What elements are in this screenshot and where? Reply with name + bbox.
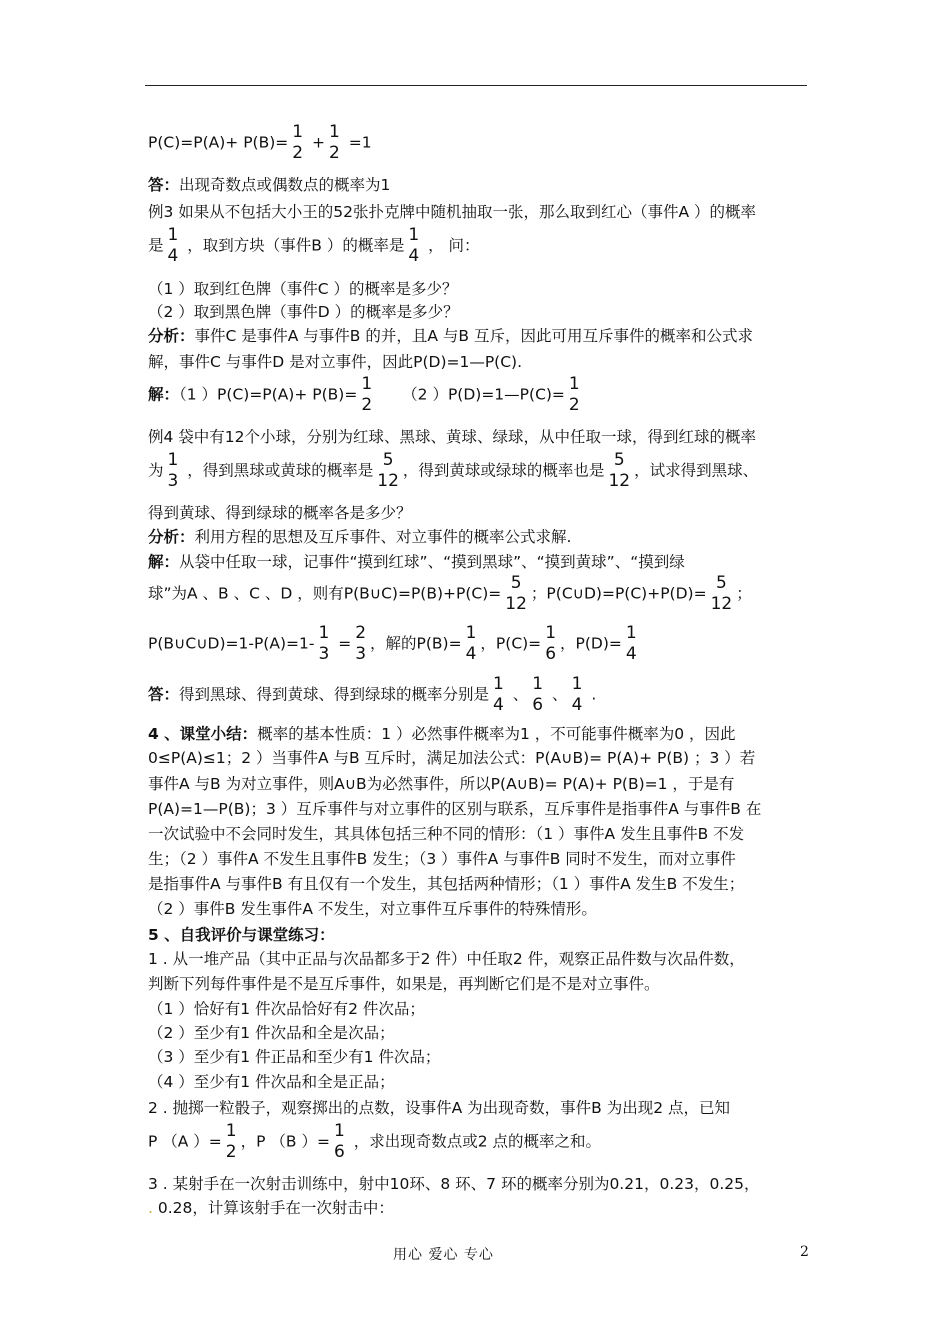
exercise-3-line-2: . 0.28，计算该射手在一次射击中：	[148, 1199, 394, 1217]
summary-line-2: 0≤P(A)≤1；2 ）当事件A 与B 互斥时，满足加法公式：P(A∪B)= P(A)+ P(B) ；3 ）若	[148, 749, 756, 767]
fraction: 1 6	[532, 674, 544, 715]
fraction: 1 3	[167, 450, 179, 491]
fraction: 1 4	[167, 225, 179, 266]
exercise-1-item-2: （2 ）至少有1 件次品和全是次品；	[148, 1024, 395, 1042]
solution-line-4: P(B∪C∪D)=1-P(A)=1- 1 3 = 2 3 ，解的P(B)= 1 4 ，P(C)= 1 6 ，P(D)= 1 4	[148, 623, 637, 664]
summary-line-6: 生；（2 ）事件A 不发生且事件B 发生；（3 ）事件A 与事件B 同时不发生，而对立事件	[148, 850, 736, 868]
fraction: 1 2	[329, 122, 340, 163]
fraction: 1 2	[225, 1121, 237, 1162]
fraction: 5 12	[710, 573, 733, 614]
fraction: 1 6	[333, 1121, 345, 1162]
fraction: 5 12	[377, 450, 399, 491]
fraction: 1 2	[361, 374, 373, 415]
summary-line-4: P(A)=1—P(B)；3 ）互斥事件与对立事件的区别与联系，互斥事件是指事件A 与事件B 在	[148, 800, 762, 818]
exercise-1: 1 . 从一堆产品（其中正品与次品都多于2 件）中任取2 件，观察正品件数与次品件数，	[148, 950, 745, 968]
analysis-line-2: 解，事件C 与事件D 是对立事件，因此P(D)=1—P(C).	[148, 353, 523, 371]
summary-line-1: 4 、课堂小结：概率的基本性质：1 ）必然事件概率为1 ，不可能事件概率为0 ，因此	[148, 725, 736, 743]
eq-line-1: P(C)=P(A)+ P(B)= 1 2 + 1 2 =1	[148, 122, 372, 163]
example-4-line-3: 得到黄球、得到绿球的概率各是多少？	[148, 504, 412, 522]
fraction: 2 3	[355, 623, 367, 664]
fraction: 1 4	[493, 674, 504, 715]
fraction: 5 12	[505, 573, 527, 614]
analysis-line-3: 分析：利用方程的思想及互斥事件、对立事件的概率公式求解.	[148, 528, 572, 546]
exercise-1-item-1: （1 ）恰好有1 件次品恰好有2 件次品；	[148, 1000, 425, 1018]
example-4-line-2: 为 1 3 ，得到黑球或黄球的概率是 5 12 ，得到黄球或绿球的概率也是 5 12 ，试求得到黑球、	[148, 450, 759, 491]
question-2: （2 ）取到黑色牌（事件D ）的概率是多少？	[148, 303, 459, 321]
example-4-line: 例4 袋中有12个小球，分别为红球、黑球、黄球、绿球，从中任取一球，得到红球的概率	[148, 428, 757, 446]
example-3-line: 例3 如果从不包括大小王的52张扑克牌中随机抽取一张，那么取到红心（事件A ）的概率	[148, 203, 757, 221]
summary-line-3: 事件A 与B 为对立事件，则A∪B为必然事件，所以P(A∪B)= P(A)+ P(B)=1 ，于是有	[148, 775, 735, 793]
fraction: 5 12	[608, 450, 631, 491]
fraction: 1 2	[568, 374, 580, 415]
analysis-line: 分析：事件C 是事件A 与事件B 的并，且A 与B 互斥，因此可用互斥事件的概率和公式求	[148, 327, 753, 345]
solution-line-2: 解：从袋中任取一球，记事件“摸到红球”、“摸到黑球”、“摸到黄球”、“摸到绿	[148, 553, 685, 571]
fraction: 1 4	[465, 623, 477, 664]
exercise-2-line-2: P （A ）= 1 2 ，P （B ）= 1 6 ，求出现奇数点或2 点的概率之和。	[148, 1121, 601, 1162]
exercise-1-line-2: 判断下列每件事件是不是互斥事件，如果是，再判断它们是不是对立事件。	[148, 975, 660, 993]
fraction: 1 3	[318, 623, 330, 664]
summary-line-5: 一次试验中不会同时发生，其具体包括三种不同的情形：（1 ）事件A 发生且事件B 不发	[148, 825, 745, 843]
exercise-3: 3 . 某射手在一次射击训练中，射中10环、8 环、7 环的概率分别为0.21，0.23，0.25，	[148, 1175, 760, 1193]
fraction: 1 4	[571, 674, 583, 715]
question-1: （1 ）取到红色牌（事件C ）的概率是多少？	[148, 280, 458, 298]
footer-motto: 用心 爱心 专心	[393, 1247, 494, 1263]
fraction: 1 2	[292, 122, 304, 163]
fraction: 1 6	[545, 623, 557, 664]
fraction: 1 4	[625, 623, 637, 664]
solution-line: 解：（1 ）P(C)=P(A)+ P(B)= 1 2 （2 ）P(D)=1—P(C)= 1 2	[148, 374, 580, 415]
exercise-2: 2 . 抛掷一粒骰子，观察掷出的点数，设事件A 为出现奇数，事件B 为出现2 点，已知	[148, 1099, 731, 1117]
fraction: 1 4	[408, 225, 420, 266]
solution-line-3: 球”为A 、B 、C 、D ，则有P(B∪C)=P(B)+P(C)= 5 12 ；P(C∪D)=P(C)+P(D)= 5 12 ；	[148, 573, 752, 614]
section-5-heading: 5 、自我评价与课堂练习：	[148, 926, 335, 944]
example-3-line-2: 是 1 4 ，取到方块（事件B ）的概率是 1 4 ， 问：	[148, 225, 480, 266]
summary-line-7: 是指事件A 与事件B 有且仅有一个发生，其包括两种情形；（1 ）事件A 发生B 不发生；	[148, 875, 745, 893]
answer-line-2: 答：得到黑球、得到黄球、得到绿球的概率分别是 1 4 、 1 6 、 1 4 .	[148, 674, 597, 715]
answer-line: 答：出现奇数点或偶数点的概率为1	[148, 176, 391, 194]
summary-line-8: （2 ）事件B 发生事件A 不发生，对立事件互斥事件的特殊情形。	[148, 900, 597, 918]
page-number: 2	[800, 1244, 809, 1260]
header-rule	[145, 85, 807, 86]
exercise-1-item-3: （3 ）至少有1 件正品和至少有1 件次品；	[148, 1048, 441, 1066]
exercise-1-item-4: （4 ）至少有1 件次品和全是正品；	[148, 1073, 395, 1091]
